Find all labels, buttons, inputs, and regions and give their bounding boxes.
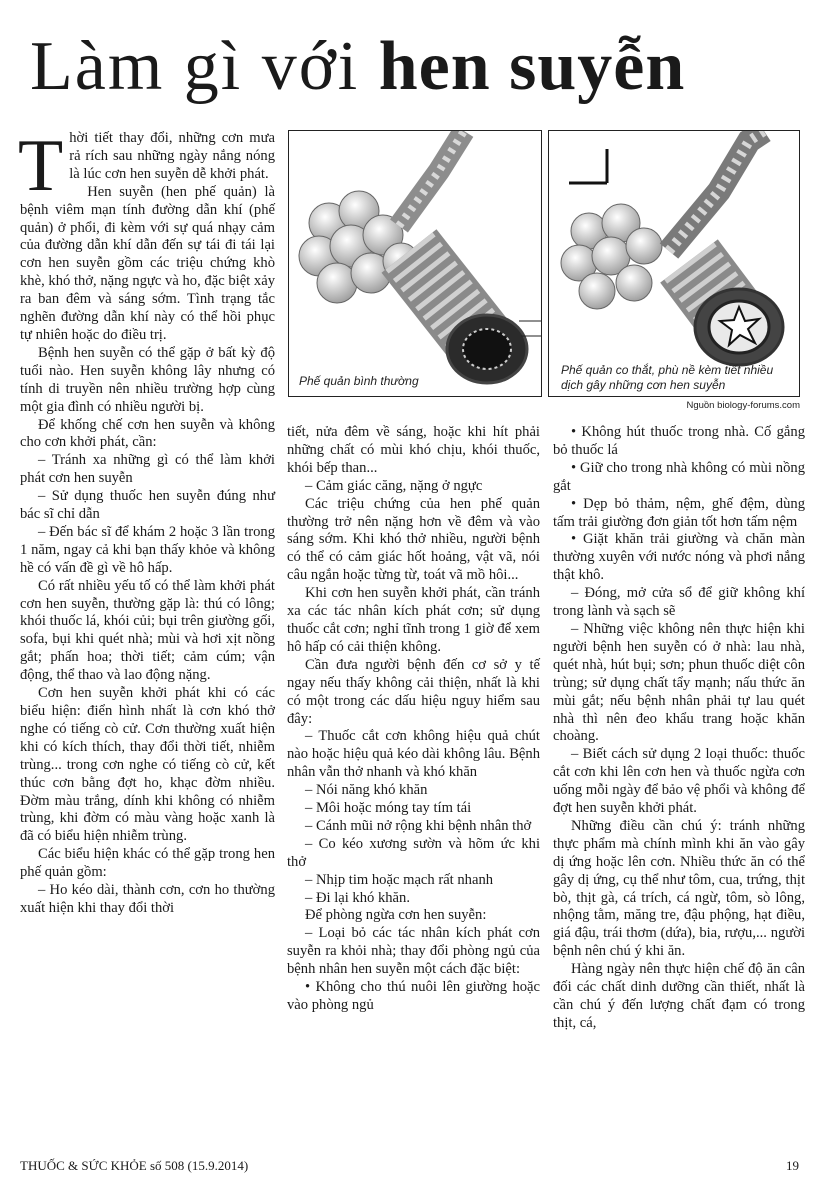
normal-bronchus-panel [288, 130, 542, 397]
article-column-3 [553, 424, 805, 1033]
caption-normal: Phế quản bình thường [299, 374, 419, 388]
page-number: 19 [786, 1158, 799, 1173]
paragraph: – Thuốc cắt cơn không hiệu quả chút nào hoặc hiệu quả kéo dài không lâu. Bệnh nhân vẫn thở nhanh và khó khăn [287, 728, 540, 781]
paragraph: Để phòng ngừa cơn hen suyễn: [305, 907, 487, 924]
paragraph: – Loại bỏ các tác nhân kích phát cơn suyễn ra khỏi nhà; thay đổi phòng ngủ của bệnh nhân hen suyễn một cách đặc biệt: [287, 925, 540, 978]
paragraph: – Co kéo xương sườn và hõm ức khi thở [287, 835, 540, 870]
page-title [30, 22, 810, 112]
paragraph: • Không hút thuốc trong nhà. Cố gắng bỏ thuốc lá [553, 424, 805, 458]
paragraph: • Dẹp bỏ thảm, nệm, ghế đệm, dùng tấm trải giường đơn giản tốt hơn tấm nệm [553, 495, 805, 530]
paragraph: – Nói năng khó khăn [305, 782, 428, 799]
paragraph: Bệnh hen suyễn có thể gặp ở bất kỳ độ tuổi nào. Hen suyễn không lây nhưng có tính di truyền nên nhiều trường hợp cùng một gia đình có nhiều người bị. [20, 344, 275, 415]
paragraph: Những điều cần chú ý: tránh những thực phẩm mà chính mình khi ăn vào gây dị ứng hoặc lên cơn. Nhiều thức ăn có thể gây dị ứng, cụ thể như tôm, cua, trứng, thịt bò, thịt gà, cá trích, cá ngừ, tôm, sò lông, nhộng tằm, măng tre, đậu phộng, hạt điều, giá đậu, trái thơm (dứa), bia, rượu,... người bệnh nên chú ý khi ăn. [553, 817, 805, 960]
caption-constricted: Phế quản co thắt, phù nề kèm tiết nhiều dịch gây những cơn hen suyễn [561, 363, 774, 392]
paragraph: – Sử dụng thuốc hen suyễn đúng như bác sĩ chỉ dẫn [20, 488, 275, 523]
paragraph: – Môi hoặc móng tay tím tái [305, 800, 472, 817]
constricted-bronchus-panel [548, 130, 800, 397]
paragraph: – Đi lại khó khăn. [305, 889, 410, 906]
article-column-1 [18, 125, 275, 918]
paragraph: – Những việc không nên thực hiện khi người bệnh hen suyễn có ở nhà: lau nhà, quét nhà, hút bụi; sơn; phun thuốc diệt côn trùng; sử dụng chất tẩy mạnh; nấu thức ăn mùi gắt; nếu bệnh nhân phải tự lau quét nhà thì nên đeo khẩu trang hoặc khăn choàng. [553, 620, 805, 745]
constricted-bronchus-illustration [549, 131, 799, 396]
normal-bronchus-illustration [289, 131, 541, 396]
paragraph: – Đến bác sĩ để khám 2 hoặc 3 lần trong 1 năm, ngay cả khi bạn thấy khỏe và không hề có vấn đề gì về hô hấp. [20, 523, 275, 576]
paragraph: Để khống chế cơn hen suyễn và không cho cơn khởi phát, cần: [20, 416, 275, 451]
paragraph: – Nhịp tim hoặc mạch rất nhanh [305, 871, 494, 888]
paragraph: Các biểu hiện khác có thể gặp trong hen phế quản gồm: [20, 846, 275, 881]
paragraph: – Cánh mũi nở rộng khi bệnh nhân thở [305, 817, 532, 834]
title-regular: Làm gì với [30, 28, 360, 105]
paragraph: • Giặt khăn trải giường và chăn màn thường xuyên với nước nóng và phơi nắng thật khô. [553, 531, 805, 584]
intro-text: hời tiết thay đổi, những cơn mưa rả rích sau những ngày nắng nóng là lúc cơn hen suyễn dễ khởi phát. [69, 130, 275, 182]
paragraph: – Ho kéo dài, thành cơn, cơn ho thường xuất hiện khi thay đổi thời [20, 882, 275, 916]
publication-info: THUỐC & SỨC KHỎE số 508 (15.9.2014) [20, 1158, 249, 1173]
paragraph: Cần đưa người bệnh đến cơ sở y tế ngay nếu thấy không cải thiện, nhất là khi có một trong các dấu hiệu nguy hiểm sau đây: [287, 656, 540, 727]
paragraph: Hàng ngày nên thực hiện chế độ ăn cân đối các chất dinh dưỡng cần thiết, nhất là cần chú ý đến lượng chất đạm có trong thịt, cá, [553, 961, 805, 1031]
drop-cap: T [18, 125, 64, 207]
image-source: Nguồn biology-forums.com [686, 400, 800, 411]
paragraph: • Không cho thú nuôi lên giường hoặc vào phòng ngủ [287, 979, 540, 1013]
title-bold: hen suyễn [378, 28, 686, 105]
paragraph: Các triệu chứng của hen phế quản thường trở nên nặng hơn về đêm và vào sáng sớm. Khi khó thở nhiều, người bệnh có thể có cảm giác hốt hoảng, vật vã, nói câu ngắn hoặc từng từ, toát vã mồ hôi... [287, 495, 540, 584]
paragraph: Cơn hen suyễn khởi phát khi có các biểu hiện: điển hình nhất là cơn khó thở nghe có tiếng cò cử. Cơn thường xuất hiện khi có kích thích, thay đổi thời tiết, nhiễm trùng... trong cơn nghe có tiếng cò cử, kết thúc cơn bằng đợt ho, khạc đờm nhiều. Đờm màu trắng, dính khi không có nhiễm trùng, khi đờm có màu vàng hoặc xanh là đã có biểu hiện nhiễm trùng. [20, 685, 275, 845]
paragraph: Hen suyễn (hen phế quản) là bệnh viêm mạn tính đường dẫn khí (phế quản) ở phổi, đi kèm với sự quá nhạy cảm của đường dẫn khí dẫn đến sự tái đi tái lại cơn hen suyễn gồm các triệu chứng khò khè, khó thở, nặng ngực và ho, đặc biệt xảy ra ban đêm và sáng sớm. Tình trạng tắc nghẽn đường dẫn khí này có thể hồi phục tự nhiên hoặc do điều trị. [20, 183, 275, 343]
paragraph: • Giữ cho trong nhà không có mùi nồng gắt [553, 459, 805, 494]
paragraph: tiết, nửa đêm về sáng, hoặc khi hít phải những chất có mùi khó chịu, khói thuốc, khói bếp than... [287, 424, 540, 476]
paragraph: – Đóng, mở cửa sổ để giữ không khí trong lành và sạch sẽ [553, 585, 805, 620]
article-column-2 [287, 424, 540, 1015]
paragraph: – Biết cách sử dụng 2 loại thuốc: thuốc cắt cơn khi lên cơn hen và thuốc ngừa cơn uống mỗi ngày để bảo vệ phổi và không để đợt hen suyễn khởi phát. [553, 746, 805, 817]
paragraph: Khi cơn hen suyễn khởi phát, cần tránh xa các tác nhân kích phát cơn; sử dụng thuốc cắt cơn; nghỉ tĩnh trong 1 giờ để xem hô hấp có cải thiện không. [287, 585, 540, 655]
paragraph: – Tránh xa những gì có thể làm khởi phát cơn hen suyễn [20, 452, 275, 487]
paragraph: – Cảm giác căng, nặng ở ngực [305, 477, 483, 494]
paragraph: Có rất nhiều yếu tố có thể làm khởi phát cơn hen suyễn, thường gặp là: thú có lông; khói thuốc lá, khói củi; bụi trên giường gối, sofa, bụi khi quét nhà; mùi và hơi xịt nồng gắt; phấn hoa; thời tiết; cảm cúm; vận động, thể thao và lao động nặng. [20, 577, 275, 684]
bronchi-figure [288, 130, 800, 395]
